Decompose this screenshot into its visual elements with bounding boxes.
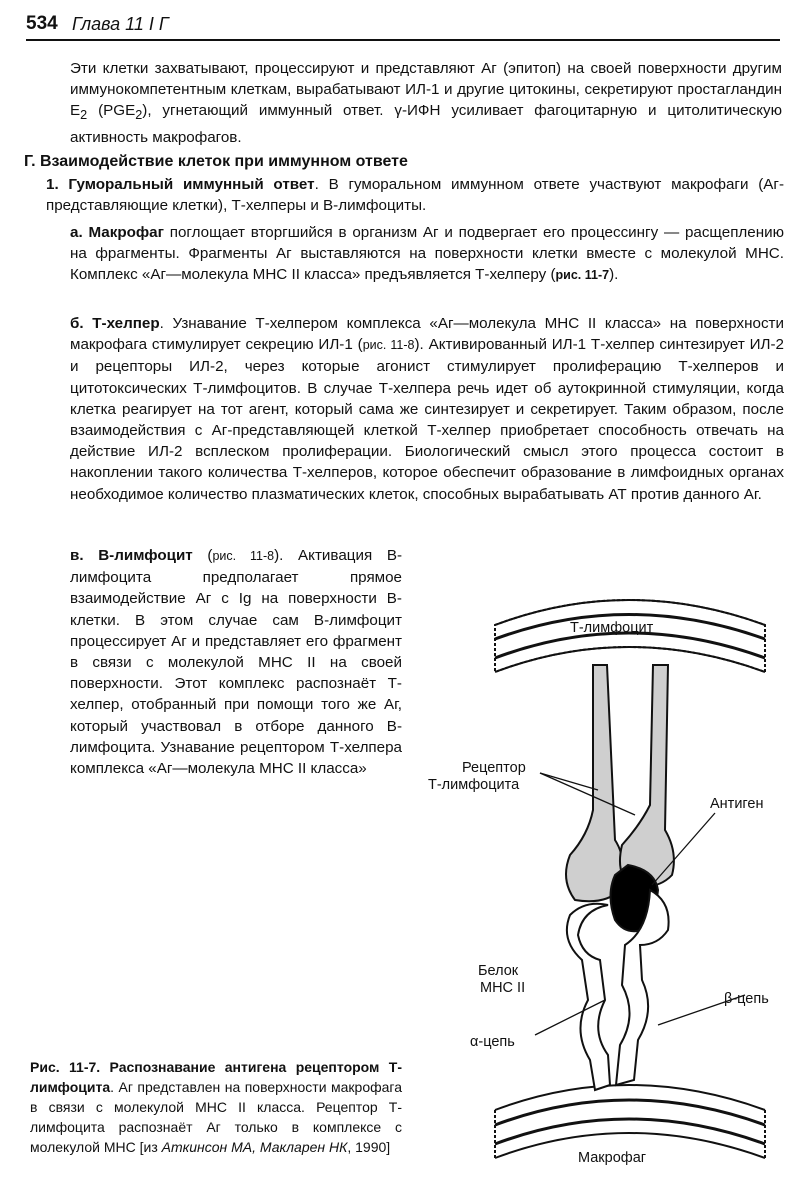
page-header [26, 9, 780, 41]
item-heading: б. Т-хелпер [70, 315, 160, 332]
item-b-lymphocyte: в. В-лимфоцит (рис. 11-8). Активация В-лимфоцита предполагает прямое взаимодействие Аг с Ig на поверхности В-клетки. В этом случае сам В-лимфоцит процессирует Аг и представляет его фрагмент в связи с молекулой MHC II на своей поверхности. Этот комплекс распознаёт Т-хелпер, отобранный при помощи того же Аг, который участвовал в отборе данного В-лимфоцита. Узнавание рецептором Т-хелпера комплекса «Аг—молекула MHC II класса» [70, 547, 403, 778]
figure-caption: Рис. 11-7. Распознавание антигена рецептором Т-лимфоцита. Аг представлен на поверхности макрофага в связи с молекулой MHC II класса. Рецептор Т-лимфоцита распознаёт Аг только в комплексе с молекулой MHC [из Аткинсон МА, Макларен НК, 1990] [30, 1059, 402, 1155]
receptor-diagram [410, 590, 799, 1189]
figure-ref: рис. 11-8 [362, 338, 415, 353]
macrophage-label: Макрофаг [578, 1150, 647, 1166]
alpha-chain-label: α-цепь [470, 1034, 515, 1050]
mhc-label: Белок [478, 963, 519, 979]
figure-ref: рис. 11-7 [555, 268, 610, 283]
beta-chain-label: β-цепь [724, 991, 769, 1007]
chapter-title: Глава 11 I Г [72, 14, 169, 34]
tcr-chain-right [620, 665, 674, 887]
item-heading: в. В-лимфоцит [70, 547, 193, 564]
item-heading: а. Макрофаг [70, 224, 164, 241]
mhc-alpha-chain [567, 904, 610, 1090]
receptor-label: Т-лимфоцита [428, 777, 520, 793]
item-macrophage: а. Макрофаг поглощает вторгшийся в организм Аг и подвергает его процессингу — расщеплению на фрагменты. Фрагменты Аг выставляются на поверхности клетки вместе с молекулой MHC. Комплекс «Аг—молекула MHC II класса» предъявляется Т-хелперу (рис. 11-7). [70, 224, 784, 284]
mhc-label: MHC II [480, 980, 526, 996]
macrophage-membrane [495, 1085, 765, 1110]
item-heading: 1. Гуморальный иммунный ответ [46, 176, 315, 193]
item-t-helper: б. Т-хелпер. Узнавание Т-хелпером комплекса «Аг—молекула MHC II класса» на поверхности макрофага стимулирует секрецию ИЛ-1 (рис. 11-8). Активированный ИЛ-1 Т-хелпер синтезирует ИЛ-2 и рецепторы ИЛ-2, через которые агонист стимулирует пролиферацию Т-хелперов и цитотоксических Т-лимфоцитов. В случае Т-хелпера речь идет об аутокринной стимуляции, когда клетка реагирует на тот агент, который сама же синтезирует и секретирует. Таким образом, после взаимодействия с Аг-представляющей клеткой Т-хелпер приобретает способность отвечать на действие ИЛ-2 всплеском пролиферации. Биологический смысл этого процесса состоит в накоплении такого количества Т-хелперов, которое обеспечит образование в лимфоидных органах необходимое количество плазматических клеток, способных вырабатывать АТ против данного Аг. [70, 315, 784, 503]
t-cell-label: Т-лимфоцит [570, 620, 654, 636]
item-humoral: 1. Гуморальный иммунный ответ. В гуморальном иммунном ответе участвуют макрофаги (Аг-представляющие клетки), Т-хелперы и В-лимфоциты. [46, 176, 784, 215]
section-title: Г. Взаимодействие клеток при иммунном ответе [24, 153, 408, 170]
figure-ref: рис. 11-8 [212, 549, 275, 563]
intro-paragraph: Эти клетки захватывают, процессируют и представляют Аг (эпитоп) на своей поверхности другим иммунокомпетентным клеткам, вырабатывают ИЛ-1 и другие цитокины, секретируют простагландин $E_2$ $(PGE_2)$, угнетающий иммунный ответ. γ-ИФН усиливает фагоцитарную и цитолитическую активность макрофагов. [70, 60, 782, 146]
antigen-label: Антиген [710, 796, 764, 812]
receptor-label: Рецептор [462, 760, 526, 776]
page-number: 534 [26, 13, 58, 34]
